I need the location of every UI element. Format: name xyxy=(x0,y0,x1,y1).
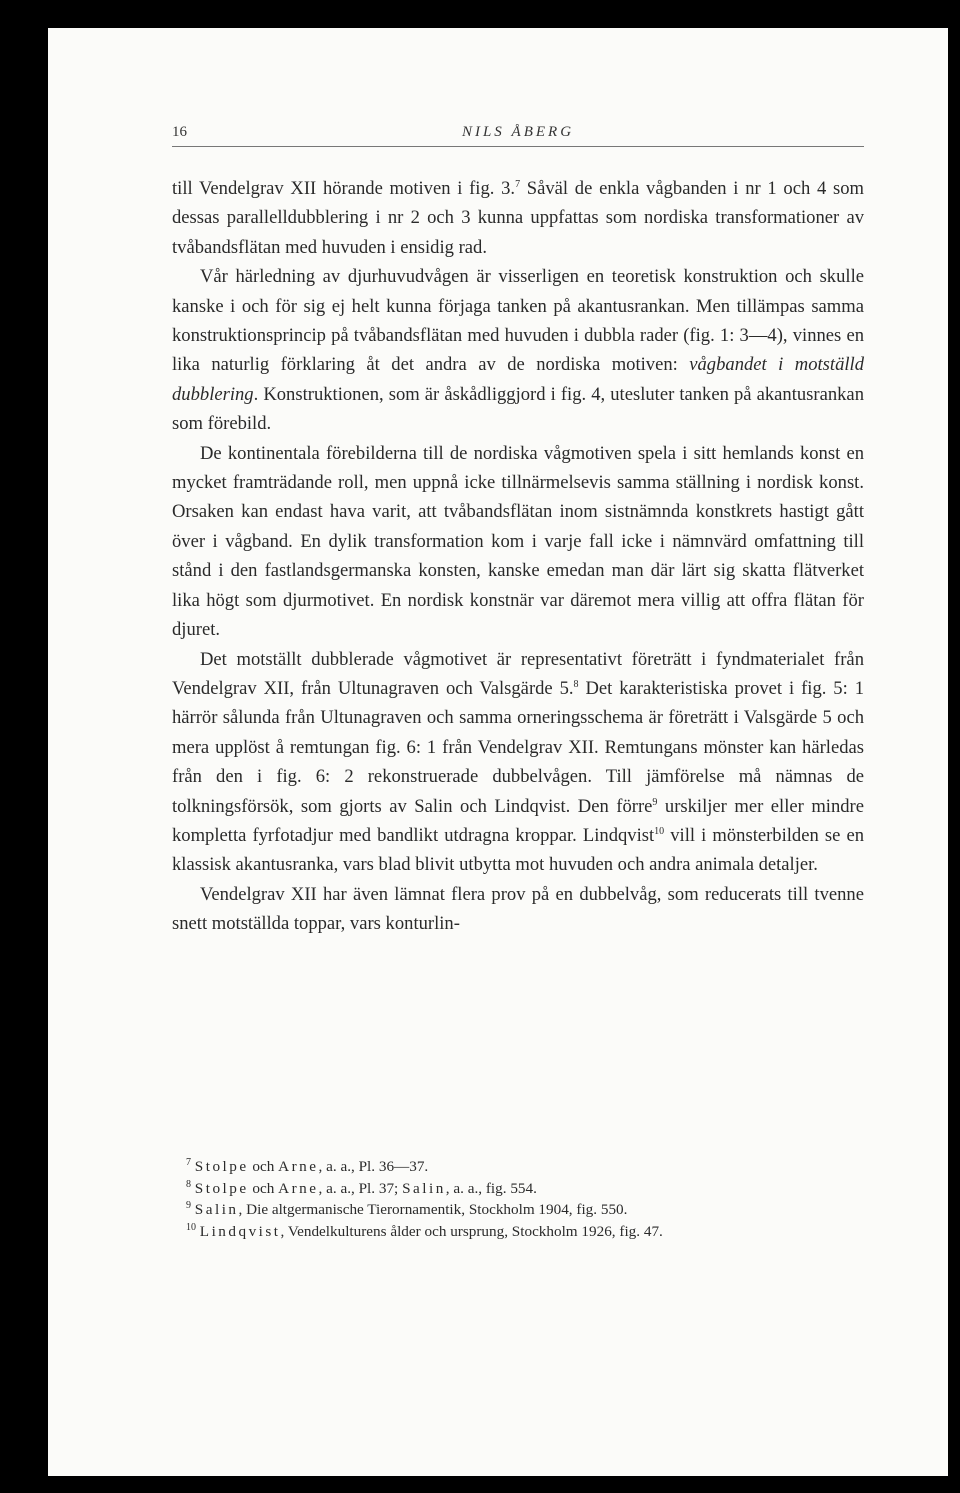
running-header xyxy=(172,122,864,147)
text-run: vill i mönsterbilden se en klassisk akantusranka, vars blad blivit utbytta mot huvuden och andra animala detaljer. xyxy=(172,824,865,876)
spaced-author-name: Salin xyxy=(194,1201,239,1219)
footnote xyxy=(172,1156,864,1178)
paragraph xyxy=(172,262,864,438)
body-text xyxy=(172,174,864,939)
footnote-ref: 8 xyxy=(186,1178,191,1190)
footnote-ref: 7 xyxy=(515,178,521,190)
text-run: , a. a., Pl. 37; xyxy=(318,1179,403,1197)
spaced-author-name: Lindqvist xyxy=(199,1222,281,1240)
footnote-ref: 7 xyxy=(186,1156,191,1168)
text-run: , a. a., fig. 554. xyxy=(445,1179,537,1197)
paragraph xyxy=(172,439,864,645)
paragraph xyxy=(172,880,864,939)
text-run: De kontinentala förebilderna till de nordiska vågmotiven spela i sitt hemlands konst en mycket framträdande roll, men uppnå icke tillnärmelsevis samma ställning i nordisk konst. Orsaken kan endast hava varit, att tvåbandsflätan inom sistnämnda konstkrets hastigt gått över i vågband. En dylik transformation kom i varje fall icke i nämnvärd omfattning till stånd i den fastlandsgermanska konsten, kanske emedan man där lärt sig skatta flätverket lika högt som djurmotivet. En nordisk konstnär var däremot mera villig att offra flätan för djuret. xyxy=(172,442,864,641)
text-run: . Konstruktionen, som är åskådliggjord i fig. 4, utesluter tanken på akantusrankan som förebild. xyxy=(172,383,864,435)
spaced-author-name: Arne xyxy=(278,1158,319,1175)
text-run: Såväl de enkla vågbanden i nr 1 och 4 som dessas parallelldubblering i nr 2 och 3 kunna uppfattas som nordiska transformationer av tvåbandsflätan med huvuden i ensidig rad. xyxy=(172,178,864,258)
text-run: Det motställt dubblerade vågmotivet är representativt företrätt i fyndmaterialet från Vendelgrav XII, från Ultunagraven och Valsgärde 5. xyxy=(172,648,864,699)
text-run: , a. a., Pl. 36—37. xyxy=(318,1158,429,1175)
spaced-author-name: Stolpe xyxy=(194,1179,249,1197)
paragraph xyxy=(172,645,864,880)
text-run: , Die altgermanische Tierornamentik, Stockholm 1904, fig. 550. xyxy=(238,1201,628,1219)
footnote-ref: 10 xyxy=(186,1221,196,1233)
text-run: Vendelgrav XII har även lämnat flera prov på en dubbelvåg, som reducerats till tvenne snett motställda toppar, vars konturlin- xyxy=(172,883,864,935)
text-run: och xyxy=(248,1158,279,1175)
spaced-author-name: Stolpe xyxy=(194,1158,249,1175)
text-run: och xyxy=(248,1179,279,1197)
footnote xyxy=(172,1199,864,1221)
text-run: urskiljer mer eller mindre kompletta fyrfotadjur med bandlikt utdragna kroppar. Lindqvist xyxy=(172,795,864,846)
spaced-author-name: Salin xyxy=(402,1179,446,1197)
text-run: Det karakteristiska provet i fig. 5: 1 härrör sålunda från Ultunagraven och samma orneringsschema är företrätt i Valsgärde 5 och mera upplöst å remtungan fig. 6: 1 från Vendelgrav XII. Remtungans mönster kan härledas från den i fig. 6: 2 rekonstruerade dubbelvågen. Till jämförelse må nämnas de tolkningsförsök, som gjorts av Salin och Lindqvist. Den förre xyxy=(172,677,864,817)
footnote xyxy=(172,1221,864,1243)
text-run: till Vendelgrav XII hörande motiven i fig. 3. xyxy=(172,178,516,199)
paragraph xyxy=(172,174,864,262)
footnote-ref: 10 xyxy=(654,825,665,837)
footnote-ref: 9 xyxy=(186,1200,191,1212)
footnote xyxy=(172,1178,864,1200)
footnote-ref: 9 xyxy=(652,796,658,808)
spaced-author-name: Arne xyxy=(278,1179,319,1197)
text-run: , Vendelkulturens ålder och ursprung, Stockholm 1926, fig. 47. xyxy=(280,1222,663,1240)
text-run: Vår härledning av djurhuvudvågen är visserligen en teoretisk konstruktion och skulle kanske i och för sig ej helt kunna förjaga tanken på akantusrankan. Men tillämpas samma konstruktionsprincip på tvåbandsflätan med huvuden i dubbla rader (fig. 1: 3—4), vinnes en lika naturlig förklaring åt det andra av de nordiska motiven: xyxy=(172,266,864,376)
footnotes xyxy=(172,1156,864,1242)
page-number: 16 xyxy=(172,124,187,140)
emphasis-text: vågbandet i motställd dubblering xyxy=(172,354,864,405)
running-head-author: NILS ÅBERG xyxy=(461,124,575,140)
footnote-ref: 8 xyxy=(573,678,579,690)
